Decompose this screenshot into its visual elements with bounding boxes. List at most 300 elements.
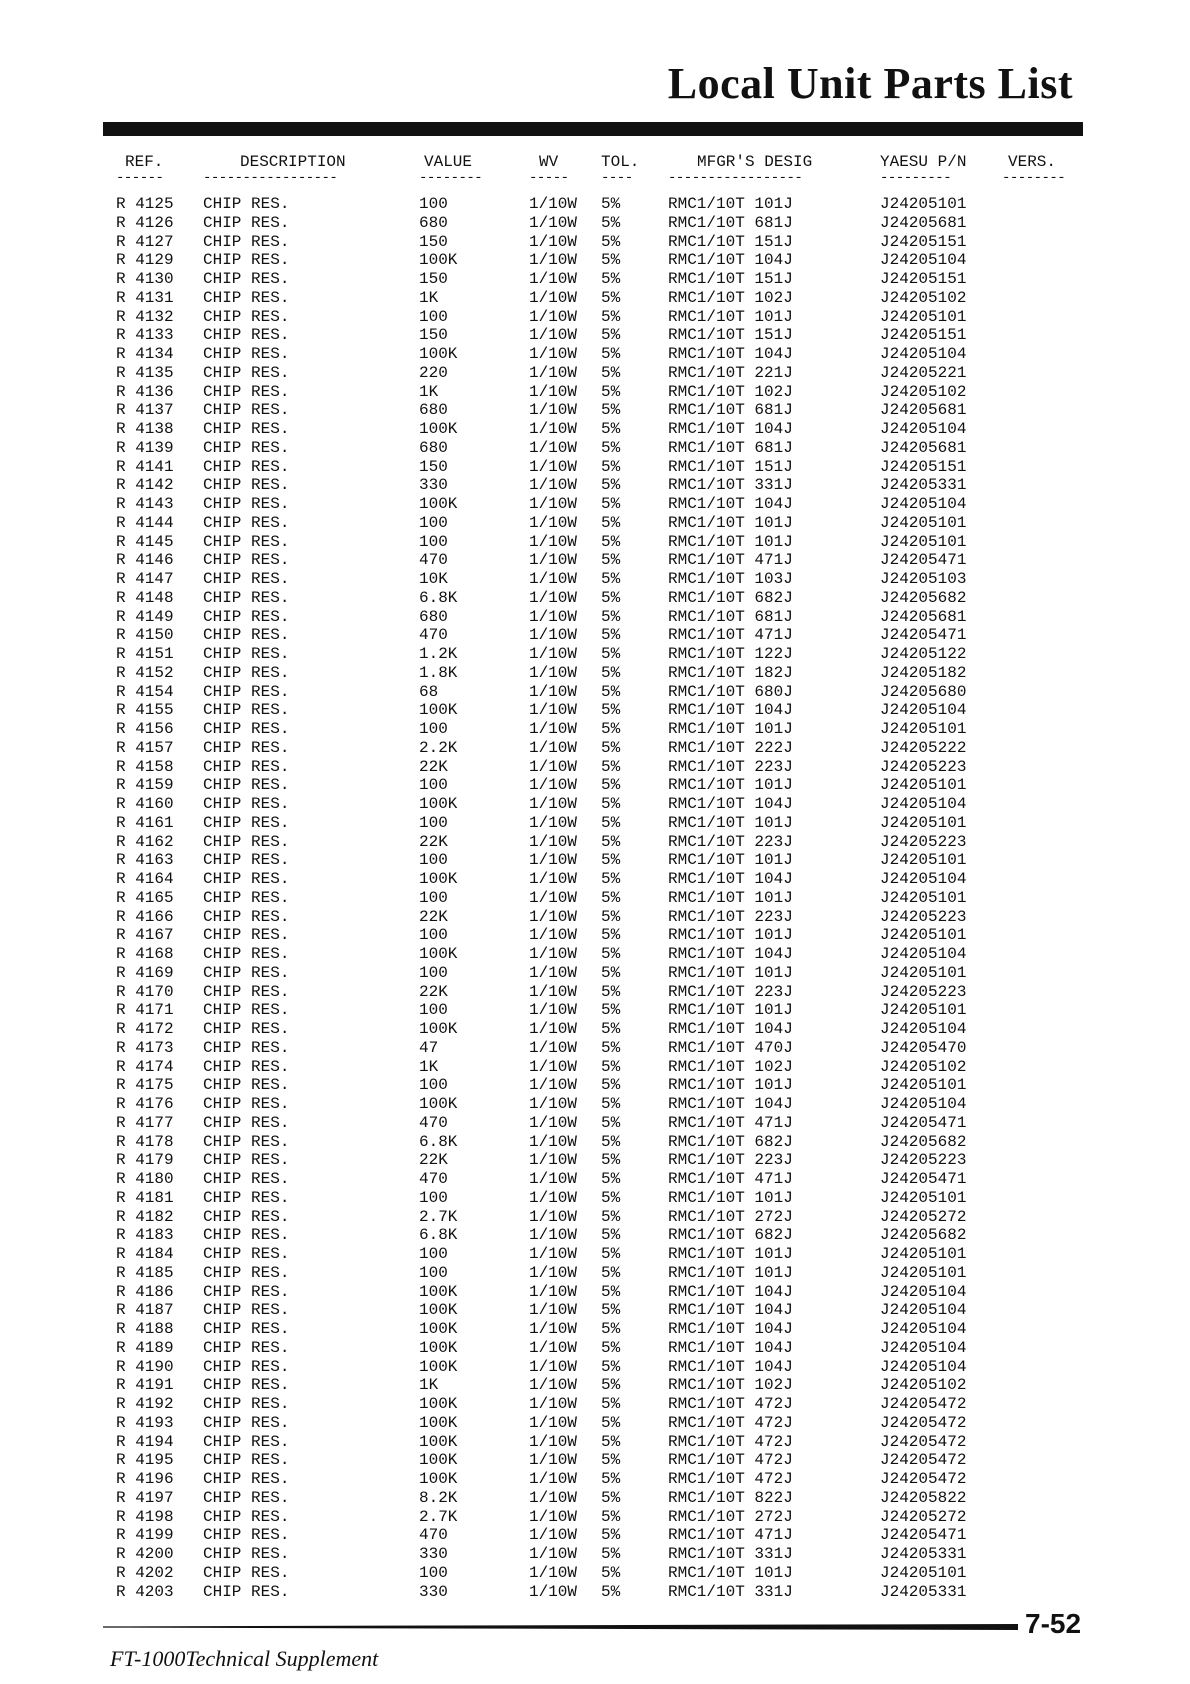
part-description: CHIP RES.	[203, 682, 290, 701]
part-description: CHIP RES.	[203, 1470, 290, 1488]
part-wv: 1/10W	[529, 270, 578, 288]
part-description: CHIP RES.	[203, 382, 290, 401]
part-yaesu-pn: J24205104	[880, 1320, 967, 1338]
part-tolerance: 5%	[601, 926, 621, 945]
part-mfgr-desig: RMC1/10T 223J	[668, 832, 793, 851]
part-tolerance: 5%	[601, 1301, 621, 1320]
table-row	[0, 214, 1190, 233]
part-value: 100	[419, 1563, 448, 1582]
table-row	[0, 570, 1190, 589]
part-yaesu-pn: J24205101	[880, 532, 967, 551]
part-wv: 1/10W	[529, 195, 578, 213]
part-yaesu-pn: J24205470	[880, 1038, 967, 1057]
part-mfgr-desig: RMC1/10T 471J	[668, 1170, 793, 1188]
part-ref: R 4196	[116, 1470, 174, 1488]
table-row	[0, 701, 1190, 720]
part-tolerance: 5%	[601, 401, 621, 420]
table-row	[0, 1076, 1190, 1095]
part-yaesu-pn: J24205151	[880, 457, 967, 476]
part-value: 47	[419, 1038, 439, 1057]
header-pn-underline: ---------	[880, 170, 952, 186]
part-value: 1K	[419, 288, 439, 307]
table-row	[0, 833, 1190, 852]
part-description: CHIP RES.	[203, 945, 290, 963]
part-wv: 1/10W	[529, 326, 578, 345]
part-yaesu-pn: J24205472	[880, 1451, 967, 1470]
part-wv: 1/10W	[529, 251, 578, 270]
part-yaesu-pn: J24205681	[880, 213, 967, 232]
part-wv: 1/10W	[529, 701, 578, 720]
part-ref: R 4150	[116, 626, 174, 645]
part-mfgr-desig: RMC1/10T 101J	[668, 851, 793, 870]
part-yaesu-pn: J24205471	[880, 1526, 967, 1545]
part-ref: R 4183	[116, 1226, 174, 1245]
part-mfgr-desig: RMC1/10T 471J	[668, 1113, 793, 1132]
table-row	[0, 1245, 1190, 1264]
part-description: CHIP RES.	[203, 588, 290, 607]
table-row	[0, 439, 1190, 458]
part-yaesu-pn: J24205822	[880, 1488, 967, 1507]
part-value: 22K	[419, 982, 448, 1001]
part-value: 8.2K	[419, 1488, 458, 1507]
part-mfgr-desig: RMC1/10T 103J	[668, 570, 793, 588]
part-mfgr-desig: RMC1/10T 151J	[668, 457, 793, 476]
table-row	[0, 683, 1190, 702]
part-ref: R 4149	[116, 607, 174, 626]
part-value: 220	[419, 363, 448, 382]
part-wv: 1/10W	[529, 1395, 578, 1413]
header-ref: REF.	[125, 153, 164, 171]
part-value: 2.7K	[419, 1507, 458, 1526]
part-ref: R 4176	[116, 1095, 174, 1113]
table-row	[0, 1301, 1190, 1320]
part-mfgr-desig: RMC1/10T 472J	[668, 1432, 793, 1451]
part-wv: 1/10W	[529, 645, 578, 663]
part-ref: R 4127	[116, 232, 174, 251]
part-value: 100	[419, 1245, 448, 1263]
part-mfgr-desig: RMC1/10T 471J	[668, 1526, 793, 1545]
part-wv: 1/10W	[529, 1245, 578, 1263]
part-mfgr-desig: RMC1/10T 151J	[668, 232, 793, 251]
part-mfgr-desig: RMC1/10T 472J	[668, 1395, 793, 1413]
part-yaesu-pn: J24205104	[880, 1301, 967, 1320]
part-description: CHIP RES.	[203, 1282, 290, 1301]
part-description: CHIP RES.	[203, 420, 290, 438]
part-tolerance: 5%	[601, 795, 621, 813]
part-tolerance: 5%	[601, 195, 621, 213]
part-wv: 1/10W	[529, 795, 578, 813]
part-ref: R 4170	[116, 982, 174, 1001]
part-description: CHIP RES.	[203, 663, 290, 682]
part-yaesu-pn: J24205104	[880, 1282, 967, 1301]
part-description: CHIP RES.	[203, 232, 290, 251]
part-tolerance: 5%	[601, 1582, 621, 1601]
part-wv: 1/10W	[529, 1020, 578, 1038]
part-tolerance: 5%	[601, 738, 621, 757]
part-value: 100K	[419, 1282, 458, 1301]
part-value: 470	[419, 1526, 448, 1545]
table-row	[0, 1545, 1190, 1564]
part-tolerance: 5%	[601, 1395, 621, 1413]
part-ref: R 4133	[116, 326, 174, 345]
part-ref: R 4197	[116, 1488, 174, 1507]
part-ref: R 4178	[116, 1132, 174, 1151]
part-wv: 1/10W	[529, 888, 578, 907]
part-value: 100K	[419, 1432, 458, 1451]
part-wv: 1/10W	[529, 363, 578, 382]
part-yaesu-pn: J24205681	[880, 438, 967, 457]
part-ref: R 4169	[116, 963, 174, 982]
table-row	[0, 1020, 1190, 1039]
part-tolerance: 5%	[601, 1338, 621, 1357]
table-row	[0, 233, 1190, 252]
part-ref: R 4193	[116, 1413, 174, 1432]
part-yaesu-pn: J24205104	[880, 1357, 967, 1376]
part-mfgr-desig: RMC1/10T 104J	[668, 701, 793, 720]
part-wv: 1/10W	[529, 588, 578, 607]
part-yaesu-pn: J24205472	[880, 1413, 967, 1432]
part-mfgr-desig: RMC1/10T 470J	[668, 1038, 793, 1057]
part-tolerance: 5%	[601, 626, 621, 645]
part-mfgr-desig: RMC1/10T 182J	[668, 663, 793, 682]
part-wv: 1/10W	[529, 570, 578, 588]
part-wv: 1/10W	[529, 1151, 578, 1170]
part-ref: R 4180	[116, 1170, 174, 1188]
part-ref: R 4142	[116, 476, 174, 495]
part-mfgr-desig: RMC1/10T 682J	[668, 1226, 793, 1245]
part-wv: 1/10W	[529, 1563, 578, 1582]
part-yaesu-pn: J24205101	[880, 926, 967, 945]
part-wv: 1/10W	[529, 776, 578, 795]
table-row	[0, 533, 1190, 552]
footer-rule	[103, 1624, 1018, 1630]
part-yaesu-pn: J24205151	[880, 326, 967, 345]
part-tolerance: 5%	[601, 945, 621, 963]
table-row	[0, 926, 1190, 945]
part-value: 100	[419, 532, 448, 551]
part-yaesu-pn: J24205104	[880, 701, 967, 720]
part-value: 1.2K	[419, 645, 458, 663]
part-description: CHIP RES.	[203, 551, 290, 570]
table-row	[0, 420, 1190, 439]
part-mfgr-desig: RMC1/10T 681J	[668, 213, 793, 232]
part-value: 100K	[419, 870, 458, 888]
part-value: 100K	[419, 1338, 458, 1357]
parts-table	[0, 195, 1190, 1601]
part-mfgr-desig: RMC1/10T 472J	[668, 1470, 793, 1488]
part-ref: R 4189	[116, 1338, 174, 1357]
part-wv: 1/10W	[529, 1526, 578, 1545]
table-row	[0, 1508, 1190, 1527]
table-row	[0, 776, 1190, 795]
part-mfgr-desig: RMC1/10T 681J	[668, 401, 793, 420]
table-row	[0, 1470, 1190, 1489]
part-ref: R 4141	[116, 457, 174, 476]
header-vers: VERS.	[1008, 153, 1057, 171]
part-wv: 1/10W	[529, 813, 578, 832]
table-row	[0, 720, 1190, 739]
part-wv: 1/10W	[529, 513, 578, 532]
part-tolerance: 5%	[601, 1563, 621, 1582]
part-mfgr-desig: RMC1/10T 104J	[668, 795, 793, 813]
part-mfgr-desig: RMC1/10T 151J	[668, 326, 793, 345]
part-wv: 1/10W	[529, 1301, 578, 1320]
part-description: CHIP RES.	[203, 1170, 290, 1188]
part-tolerance: 5%	[601, 270, 621, 288]
table-row	[0, 364, 1190, 383]
part-wv: 1/10W	[529, 532, 578, 551]
table-row	[0, 476, 1190, 495]
part-yaesu-pn: J24205682	[880, 1132, 967, 1151]
part-wv: 1/10W	[529, 438, 578, 457]
part-ref: R 4139	[116, 438, 174, 457]
part-ref: R 4156	[116, 720, 174, 738]
part-value: 22K	[419, 757, 448, 776]
part-yaesu-pn: J24205101	[880, 1001, 967, 1020]
table-row	[0, 495, 1190, 514]
table-row	[0, 945, 1190, 964]
part-value: 150	[419, 270, 448, 288]
part-tolerance: 5%	[601, 701, 621, 720]
part-yaesu-pn: J24205681	[880, 401, 967, 420]
table-row	[0, 1058, 1190, 1077]
table-row	[0, 195, 1190, 214]
part-tolerance: 5%	[601, 645, 621, 663]
part-wv: 1/10W	[529, 926, 578, 945]
part-tolerance: 5%	[601, 345, 621, 363]
part-ref: R 4125	[116, 195, 174, 213]
part-ref: R 4200	[116, 1545, 174, 1563]
table-row	[0, 1320, 1190, 1339]
part-tolerance: 5%	[601, 663, 621, 682]
table-row	[0, 1264, 1190, 1283]
table-row	[0, 1283, 1190, 1302]
part-description: CHIP RES.	[203, 532, 290, 551]
part-yaesu-pn: J24205472	[880, 1432, 967, 1451]
part-wv: 1/10W	[529, 1357, 578, 1376]
part-description: CHIP RES.	[203, 1451, 290, 1470]
part-description: CHIP RES.	[203, 213, 290, 232]
part-yaesu-pn: J24205272	[880, 1207, 967, 1226]
table-row	[0, 1189, 1190, 1208]
part-ref: R 4198	[116, 1507, 174, 1526]
part-tolerance: 5%	[601, 907, 621, 926]
part-description: CHIP RES.	[203, 1376, 290, 1395]
part-description: CHIP RES.	[203, 926, 290, 945]
part-description: CHIP RES.	[203, 1038, 290, 1057]
part-description: CHIP RES.	[203, 851, 290, 870]
table-row	[0, 326, 1190, 345]
part-yaesu-pn: J24205101	[880, 1076, 967, 1095]
part-tolerance: 5%	[601, 757, 621, 776]
part-wv: 1/10W	[529, 1282, 578, 1301]
table-row	[0, 983, 1190, 1002]
part-mfgr-desig: RMC1/10T 223J	[668, 757, 793, 776]
part-mfgr-desig: RMC1/10T 101J	[668, 307, 793, 326]
part-tolerance: 5%	[601, 382, 621, 401]
part-value: 100	[419, 1188, 448, 1207]
part-value: 150	[419, 326, 448, 345]
part-description: CHIP RES.	[203, 1245, 290, 1263]
part-ref: R 4165	[116, 888, 174, 907]
header-description: DESCRIPTION	[240, 153, 346, 171]
part-value: 100	[419, 776, 448, 795]
header-description-underline: -----------------	[203, 170, 338, 186]
part-value: 10K	[419, 570, 448, 588]
part-wv: 1/10W	[529, 963, 578, 982]
part-value: 100	[419, 851, 448, 870]
part-description: CHIP RES.	[203, 832, 290, 851]
table-row	[0, 795, 1190, 814]
part-value: 1K	[419, 382, 439, 401]
part-value: 680	[419, 438, 448, 457]
footer-text: FT-1000Technical Supplement	[110, 1646, 379, 1671]
part-ref: R 4129	[116, 251, 174, 270]
part-description: CHIP RES.	[203, 326, 290, 345]
part-tolerance: 5%	[601, 1151, 621, 1170]
part-tolerance: 5%	[601, 1545, 621, 1563]
part-value: 330	[419, 476, 448, 495]
part-mfgr-desig: RMC1/10T 104J	[668, 945, 793, 963]
part-value: 100K	[419, 1395, 458, 1413]
part-value: 100K	[419, 701, 458, 720]
part-mfgr-desig: RMC1/10T 122J	[668, 645, 793, 663]
part-description: CHIP RES.	[203, 1057, 290, 1076]
part-description: CHIP RES.	[203, 982, 290, 1001]
part-yaesu-pn: J24205101	[880, 888, 967, 907]
part-mfgr-desig: RMC1/10T 104J	[668, 251, 793, 270]
part-mfgr-desig: RMC1/10T 102J	[668, 1057, 793, 1076]
part-ref: R 4199	[116, 1526, 174, 1545]
part-ref: R 4154	[116, 682, 174, 701]
part-value: 470	[419, 1170, 448, 1188]
part-wv: 1/10W	[529, 495, 578, 513]
part-value: 100K	[419, 1357, 458, 1376]
header-tol: TOL.	[601, 153, 640, 171]
table-row	[0, 308, 1190, 327]
part-tolerance: 5%	[601, 495, 621, 513]
part-tolerance: 5%	[601, 1320, 621, 1338]
part-description: CHIP RES.	[203, 1263, 290, 1282]
part-yaesu-pn: J24205101	[880, 1563, 967, 1582]
part-description: CHIP RES.	[203, 1188, 290, 1207]
part-mfgr-desig: RMC1/10T 682J	[668, 1132, 793, 1151]
part-tolerance: 5%	[601, 532, 621, 551]
part-ref: R 4138	[116, 420, 174, 438]
part-ref: R 4146	[116, 551, 174, 570]
table-row	[0, 251, 1190, 270]
table-row	[0, 1151, 1190, 1170]
part-yaesu-pn: J24205331	[880, 1545, 967, 1563]
part-wv: 1/10W	[529, 1451, 578, 1470]
part-wv: 1/10W	[529, 851, 578, 870]
part-mfgr-desig: RMC1/10T 101J	[668, 195, 793, 213]
part-value: 100	[419, 720, 448, 738]
part-mfgr-desig: RMC1/10T 101J	[668, 888, 793, 907]
part-wv: 1/10W	[529, 1095, 578, 1113]
part-yaesu-pn: J24205101	[880, 776, 967, 795]
part-yaesu-pn: J24205104	[880, 345, 967, 363]
part-mfgr-desig: RMC1/10T 101J	[668, 1563, 793, 1582]
part-description: CHIP RES.	[203, 1226, 290, 1245]
part-ref: R 4181	[116, 1188, 174, 1207]
part-ref: R 4152	[116, 663, 174, 682]
header-vers-underline: --------	[1002, 170, 1066, 186]
table-row	[0, 870, 1190, 889]
part-yaesu-pn: J24205101	[880, 513, 967, 532]
part-description: CHIP RES.	[203, 270, 290, 288]
part-mfgr-desig: RMC1/10T 101J	[668, 776, 793, 795]
part-yaesu-pn: J24205223	[880, 757, 967, 776]
part-description: CHIP RES.	[203, 1526, 290, 1545]
part-mfgr-desig: RMC1/10T 151J	[668, 270, 793, 288]
table-row	[0, 664, 1190, 683]
page-number: 7-52	[1025, 1608, 1082, 1639]
part-ref: R 4163	[116, 851, 174, 870]
table-row	[0, 458, 1190, 477]
part-yaesu-pn: J24205102	[880, 288, 967, 307]
part-yaesu-pn: J24205223	[880, 1151, 967, 1170]
part-description: CHIP RES.	[203, 1395, 290, 1413]
part-ref: R 4157	[116, 738, 174, 757]
part-yaesu-pn: J24205682	[880, 1226, 967, 1245]
part-description: CHIP RES.	[203, 476, 290, 495]
part-yaesu-pn: J24205221	[880, 363, 967, 382]
part-value: 100K	[419, 1095, 458, 1113]
table-row	[0, 1039, 1190, 1058]
part-tolerance: 5%	[601, 363, 621, 382]
part-tolerance: 5%	[601, 1001, 621, 1020]
part-tolerance: 5%	[601, 1376, 621, 1395]
part-tolerance: 5%	[601, 1451, 621, 1470]
part-wv: 1/10W	[529, 307, 578, 326]
table-row	[0, 1583, 1190, 1602]
part-wv: 1/10W	[529, 1470, 578, 1488]
part-value: 100	[419, 195, 448, 213]
title-rule	[103, 122, 1083, 136]
part-wv: 1/10W	[529, 1582, 578, 1601]
part-yaesu-pn: J24205104	[880, 795, 967, 813]
table-row	[0, 1095, 1190, 1114]
part-ref: R 4203	[116, 1582, 174, 1601]
part-ref: R 4166	[116, 907, 174, 926]
part-ref: R 4175	[116, 1076, 174, 1095]
part-tolerance: 5%	[601, 588, 621, 607]
part-tolerance: 5%	[601, 682, 621, 701]
part-value: 100K	[419, 1320, 458, 1338]
part-ref: R 4182	[116, 1207, 174, 1226]
part-wv: 1/10W	[529, 1263, 578, 1282]
part-mfgr-desig: RMC1/10T 471J	[668, 626, 793, 645]
part-ref: R 4184	[116, 1245, 174, 1263]
part-ref: R 4202	[116, 1563, 174, 1582]
table-row	[0, 345, 1190, 364]
part-wv: 1/10W	[529, 832, 578, 851]
part-value: 22K	[419, 1151, 448, 1170]
part-wv: 1/10W	[529, 288, 578, 307]
part-value: 6.8K	[419, 1226, 458, 1245]
part-tolerance: 5%	[601, 888, 621, 907]
part-description: CHIP RES.	[203, 1338, 290, 1357]
part-value: 470	[419, 626, 448, 645]
part-yaesu-pn: J24205331	[880, 1582, 967, 1601]
part-wv: 1/10W	[529, 1132, 578, 1151]
part-wv: 1/10W	[529, 1545, 578, 1563]
part-ref: R 4194	[116, 1432, 174, 1451]
part-yaesu-pn: J24205101	[880, 851, 967, 870]
part-ref: R 4192	[116, 1395, 174, 1413]
part-yaesu-pn: J24205104	[880, 945, 967, 963]
